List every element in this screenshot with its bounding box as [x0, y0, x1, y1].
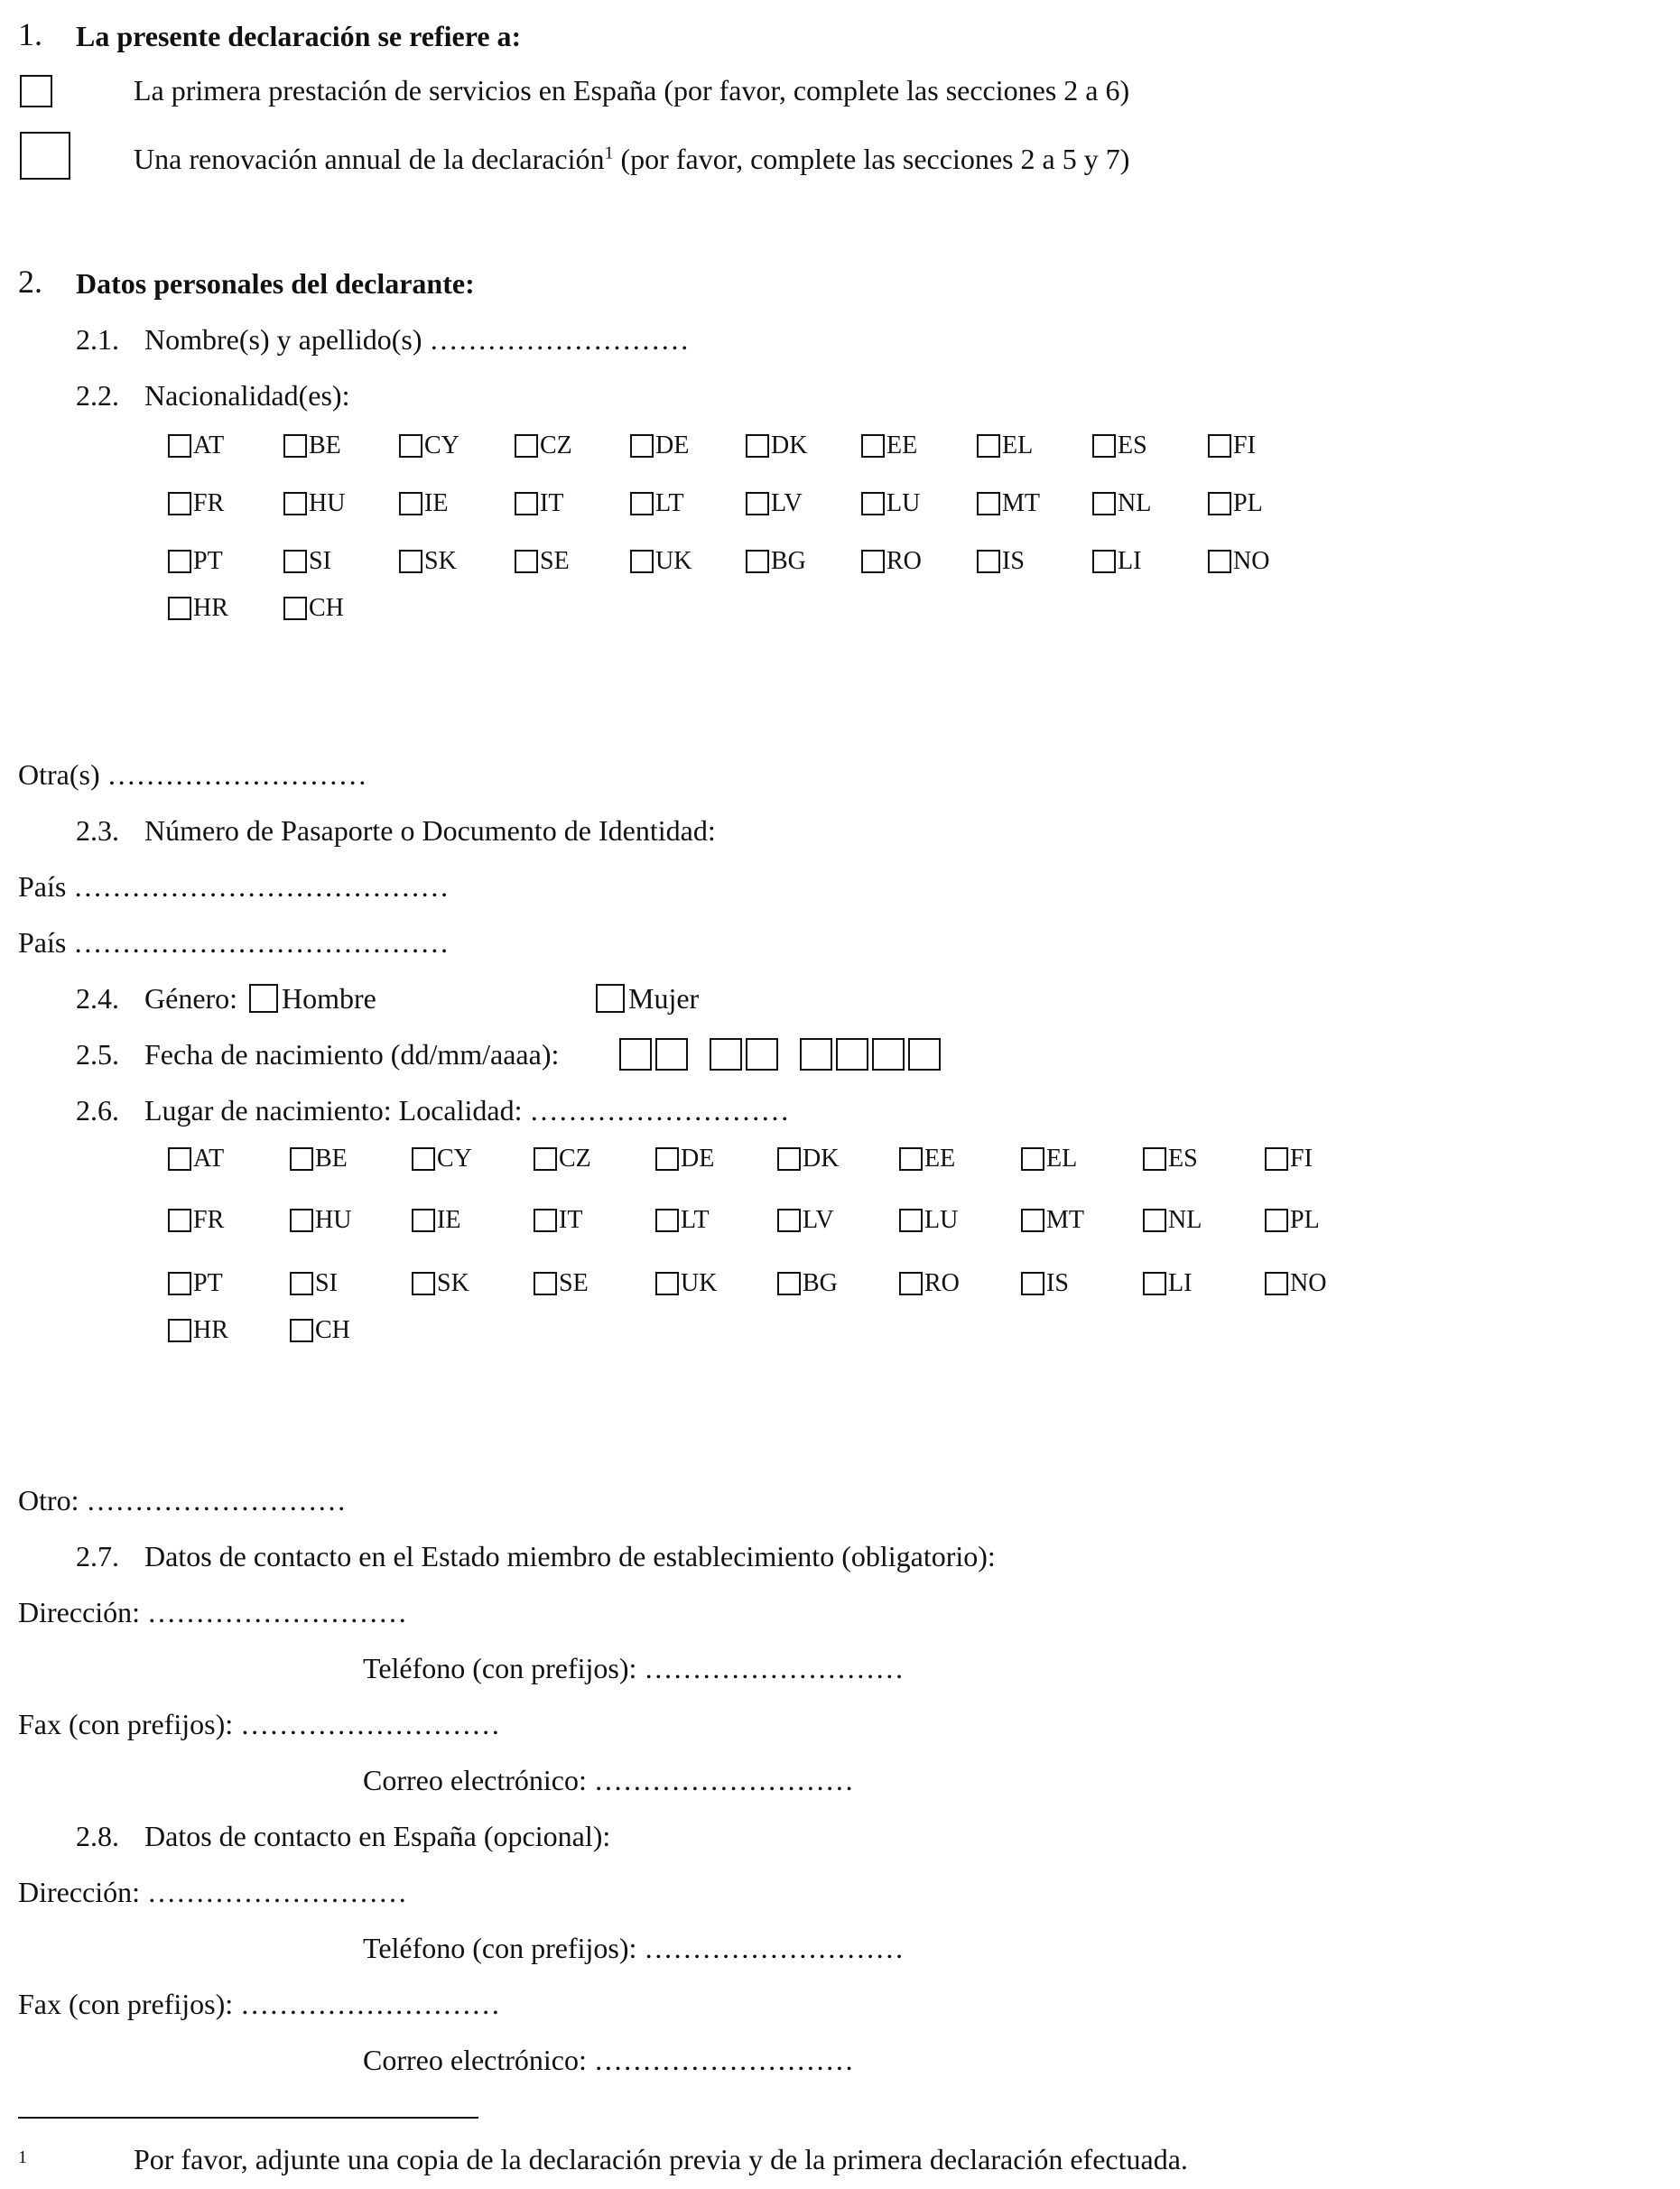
birth-country-label-ro: RO: [924, 1269, 960, 1297]
birth-country-label-lt: LT: [681, 1206, 710, 1234]
nationality-label-no: NO: [1233, 547, 1270, 575]
nationality-se[interactable]: [515, 547, 570, 576]
birth-country-label-si: SI: [315, 1269, 338, 1297]
country-field-1[interactable]: País …………………………………: [18, 870, 450, 903]
nationality-uk[interactable]: [630, 547, 691, 576]
nationality-at[interactable]: [168, 431, 224, 460]
nationality-label-nl: NL: [1118, 489, 1152, 517]
nationality-is[interactable]: [977, 547, 1025, 576]
nationality-bg[interactable]: [746, 547, 806, 576]
birth-country-label-no: NO: [1290, 1269, 1327, 1297]
contact-spain-label: Datos de contacto en España (opcional):: [144, 1820, 611, 1852]
renewal-label: [134, 141, 1129, 177]
nationality-pl[interactable]: [1208, 489, 1263, 518]
nationality-box-lt[interactable]: [630, 492, 654, 515]
birth-country-ee[interactable]: [899, 1145, 955, 1173]
nationality-label-sk: SK: [424, 547, 457, 575]
nationality-label-de: DE: [655, 431, 690, 459]
section-2-heading: Datos personales del declarante:: [76, 267, 475, 300]
nationality-label-lt: LT: [655, 489, 684, 517]
birth-country-mt[interactable]: [1021, 1206, 1084, 1235]
nationality-dk[interactable]: [746, 431, 807, 460]
birth-country-box-ee[interactable]: [899, 1147, 923, 1171]
birth-country-ro[interactable]: [899, 1269, 960, 1298]
nationality-el[interactable]: [977, 431, 1033, 460]
birth-country-label-uk: UK: [681, 1269, 718, 1297]
nationality-nl[interactable]: [1092, 489, 1151, 518]
birth-country-fr[interactable]: [168, 1206, 224, 1235]
nationality-hr[interactable]: [168, 594, 228, 623]
footnote-separator: [18, 2117, 478, 2119]
birth-country-label-pt: PT: [193, 1269, 223, 1297]
nationality-label-si: SI: [309, 547, 331, 575]
nationality-box-si[interactable]: [283, 550, 307, 573]
nationality-label-pt: PT: [193, 547, 223, 575]
birth-country-be[interactable]: [290, 1145, 348, 1173]
birth-country-box-it[interactable]: [534, 1209, 557, 1232]
birth-country-box-lt[interactable]: [655, 1209, 679, 1232]
section-2-number: 2.: [18, 264, 42, 300]
nationality-label-be: BE: [309, 431, 341, 459]
birth-country-label-cy: CY: [437, 1145, 472, 1173]
nationality-label-at: AT: [193, 431, 225, 459]
birth-country-label-fi: FI: [1290, 1145, 1313, 1173]
birth-country-label-is: IS: [1046, 1269, 1069, 1297]
birth-country-box-hu[interactable]: [290, 1209, 313, 1232]
birth-country-label-ch: CH: [315, 1316, 350, 1344]
nationality-box-hu[interactable]: [283, 492, 307, 515]
gender-label: Género:: [144, 982, 238, 1015]
birthdate-label: Fecha de nacimiento (dd/mm/aaaa):: [144, 1038, 560, 1071]
nationality-box-cz[interactable]: [515, 434, 538, 458]
spain-address-field[interactable]: Dirección: ………………………: [18, 1876, 408, 1908]
gender-female-checkbox[interactable]: [596, 984, 625, 1013]
birth-country-box-lv[interactable]: [777, 1209, 801, 1232]
other-nationality-field[interactable]: Otra(s) ………………………: [18, 758, 367, 791]
gender-male-checkbox[interactable]: [249, 984, 278, 1013]
nationality-box-lv[interactable]: [746, 492, 769, 515]
birth-country-box-nl[interactable]: [1143, 1209, 1166, 1232]
nationality-box-li[interactable]: [1092, 550, 1116, 573]
country-field-2[interactable]: País …………………………………: [18, 926, 450, 959]
birth-country-box-lu[interactable]: [899, 1209, 923, 1232]
nationality-si[interactable]: [283, 547, 331, 576]
gender-male-label: Hombre: [282, 982, 376, 1015]
birth-country-label-sk: SK: [437, 1269, 469, 1297]
birth-country-label-lu: LU: [924, 1206, 959, 1234]
nationality-cz[interactable]: [515, 431, 572, 460]
birthplace-field[interactable]: Lugar de nacimiento: Localidad: ………………………: [144, 1094, 790, 1127]
birth-country-label-de: DE: [681, 1145, 715, 1173]
renewal-label-rest: (por favor, complete las secciones 2 a 5 y 7): [613, 143, 1130, 175]
birth-country-cz[interactable]: [534, 1145, 591, 1173]
footnote-reference: 1: [604, 143, 614, 163]
nationality-label-lu: LU: [886, 489, 921, 517]
birth-country-box-cy[interactable]: [412, 1147, 435, 1171]
birth-country-box-mt[interactable]: [1021, 1209, 1044, 1232]
birth-country-pl[interactable]: [1265, 1206, 1320, 1235]
birth-country-box-ch[interactable]: [290, 1319, 313, 1342]
nationality-ro[interactable]: [861, 547, 922, 576]
birth-country-at[interactable]: [168, 1145, 224, 1173]
nationality-label-uk: UK: [655, 547, 692, 575]
birth-country-box-sk[interactable]: [412, 1272, 435, 1295]
nationality-box-lu[interactable]: [861, 492, 885, 515]
nationality-label-li: LI: [1118, 547, 1142, 575]
nationality-box-nl[interactable]: [1092, 492, 1116, 515]
birth-country-box-at[interactable]: [168, 1147, 191, 1171]
s22-number: 2.2.: [76, 379, 119, 412]
home-email-field[interactable]: Correo electrónico: ………………………: [363, 1764, 854, 1796]
birth-country-hr[interactable]: [168, 1316, 228, 1345]
s26-number: 2.6.: [76, 1094, 119, 1127]
home-phone-field[interactable]: Teléfono (con prefijos): ………………………: [363, 1652, 905, 1684]
section-1-number: 1.: [18, 16, 42, 52]
birth-country-fi[interactable]: [1265, 1145, 1313, 1173]
birth-country-box-hr[interactable]: [168, 1319, 191, 1342]
birth-country-box-se[interactable]: [534, 1272, 557, 1295]
nationality-label-lv: LV: [771, 489, 803, 517]
birth-country-box-pl[interactable]: [1265, 1209, 1288, 1232]
birth-country-box-be[interactable]: [290, 1147, 313, 1171]
s23-number: 2.3.: [76, 814, 119, 847]
spain-fax-field[interactable]: Fax (con prefijos): ………………………: [18, 1988, 501, 2020]
birth-country-label-pl: PL: [1290, 1206, 1320, 1234]
birth-country-box-fr[interactable]: [168, 1209, 191, 1232]
nationality-label-ee: EE: [886, 431, 918, 459]
nationality-no[interactable]: [1208, 547, 1269, 576]
birthdate-month-digit-2[interactable]: [746, 1038, 778, 1071]
birth-country-box-li[interactable]: [1143, 1272, 1166, 1295]
gender-female-label: Mujer: [628, 982, 700, 1015]
birth-country-el[interactable]: [1021, 1145, 1077, 1173]
s28-number: 2.8.: [76, 1820, 119, 1852]
nationality-hu[interactable]: [283, 489, 345, 518]
birth-country-uk[interactable]: [655, 1269, 717, 1298]
birth-country-box-ro[interactable]: [899, 1272, 923, 1295]
birth-country-se[interactable]: [534, 1269, 589, 1298]
nationality-box-ch[interactable]: [283, 597, 307, 620]
footnote-mark: 1: [18, 2147, 27, 2167]
nationality-box-at[interactable]: [168, 434, 191, 458]
birth-country-box-is[interactable]: [1021, 1272, 1044, 1295]
nationality-box-bg[interactable]: [746, 550, 769, 573]
birthdate-year-digit-4[interactable]: [908, 1038, 941, 1071]
birth-country-nl[interactable]: [1143, 1206, 1202, 1235]
footnote-text: Por favor, adjunte una copia de la declaración previa y de la primera declaración efectuada.: [134, 2143, 1188, 2175]
nationality-box-is[interactable]: [977, 550, 1000, 573]
birth-country-no[interactable]: [1265, 1269, 1326, 1298]
birth-country-label-bg: BG: [803, 1269, 838, 1297]
birth-country-li[interactable]: [1143, 1269, 1192, 1298]
nationality-label-dk: DK: [771, 431, 808, 459]
nationality-box-de[interactable]: [630, 434, 654, 458]
nationality-mt[interactable]: [977, 489, 1040, 518]
s24-number: 2.4.: [76, 982, 119, 1015]
birth-country-label-li: LI: [1168, 1269, 1193, 1297]
birth-country-label-cz: CZ: [559, 1145, 591, 1173]
nationality-label-hr: HR: [193, 594, 228, 622]
nationality-box-pt[interactable]: [168, 550, 191, 573]
nationality-label-cy: CY: [424, 431, 459, 459]
nationality-fi[interactable]: [1208, 431, 1256, 460]
nationality-box-it[interactable]: [515, 492, 538, 515]
birth-country-bg[interactable]: [777, 1269, 838, 1298]
birth-country-box-ie[interactable]: [412, 1209, 435, 1232]
nationality-label: Nacionalidad(es):: [144, 379, 350, 412]
nationality-box-pl[interactable]: [1208, 492, 1231, 515]
nationality-pt[interactable]: [168, 547, 223, 576]
first-service-label: La primera prestación de servicios en España (por favor, complete las secciones 2 a 6): [134, 74, 1130, 107]
nationality-it[interactable]: [515, 489, 563, 518]
birthdate-month-digit-1[interactable]: [710, 1038, 742, 1071]
nationality-box-cy[interactable]: [399, 434, 422, 458]
nationality-fr[interactable]: [168, 489, 224, 518]
nationality-box-el[interactable]: [977, 434, 1000, 458]
nationality-label-hu: HU: [309, 489, 346, 517]
birth-country-label-hr: HR: [193, 1316, 228, 1344]
birth-country-si[interactable]: [290, 1269, 338, 1298]
birth-country-hu[interactable]: [290, 1206, 351, 1235]
birth-country-box-si[interactable]: [290, 1272, 313, 1295]
birth-country-label-ee: EE: [924, 1145, 956, 1173]
birth-country-box-cz[interactable]: [534, 1147, 557, 1171]
nationality-label-es: ES: [1118, 431, 1147, 459]
nationality-box-dk[interactable]: [746, 434, 769, 458]
birth-country-pt[interactable]: [168, 1269, 223, 1298]
birth-country-dk[interactable]: [777, 1145, 839, 1173]
birth-country-label-nl: NL: [1168, 1206, 1202, 1234]
renewal-label-main: Una renovación annual de la declaración: [134, 143, 605, 175]
nationality-ch[interactable]: [283, 594, 344, 623]
nationality-box-es[interactable]: [1092, 434, 1116, 458]
nationality-label-pl: PL: [1233, 489, 1263, 517]
nationality-label-is: IS: [1002, 547, 1025, 575]
birth-country-box-uk[interactable]: [655, 1272, 679, 1295]
birth-country-label-ie: IE: [437, 1206, 461, 1234]
nationality-box-ie[interactable]: [399, 492, 422, 515]
birth-country-label-it: IT: [559, 1206, 583, 1234]
other-birth-country-field[interactable]: Otro: ………………………: [18, 1484, 347, 1517]
birth-country-label-be: BE: [315, 1145, 348, 1173]
birth-country-box-fi[interactable]: [1265, 1147, 1288, 1171]
birthdate-day-digit-1[interactable]: [619, 1038, 652, 1071]
birth-country-label-es: ES: [1168, 1145, 1198, 1173]
birth-country-is[interactable]: [1021, 1269, 1069, 1298]
nationality-label-se: SE: [540, 547, 570, 575]
nationality-box-se[interactable]: [515, 550, 538, 573]
nationality-box-no[interactable]: [1208, 550, 1231, 573]
nationality-lt[interactable]: [630, 489, 684, 518]
birth-country-box-el[interactable]: [1021, 1147, 1044, 1171]
contact-home-state-label: Datos de contacto en el Estado miembro de establecimiento (obligatorio):: [144, 1540, 996, 1572]
s25-number: 2.5.: [76, 1038, 119, 1071]
spain-email-field[interactable]: Correo electrónico: ………………………: [363, 2044, 854, 2076]
birth-country-it[interactable]: [534, 1206, 582, 1235]
nationality-label-cz: CZ: [540, 431, 572, 459]
nationality-label-bg: BG: [771, 547, 806, 575]
birth-country-box-dk[interactable]: [777, 1147, 801, 1171]
birth-country-box-bg[interactable]: [777, 1272, 801, 1295]
birth-country-ie[interactable]: [412, 1206, 460, 1235]
birth-country-es[interactable]: [1143, 1145, 1198, 1173]
nationality-es[interactable]: [1092, 431, 1147, 460]
birth-country-box-es[interactable]: [1143, 1147, 1166, 1171]
nationality-label-mt: MT: [1002, 489, 1040, 517]
nationality-label-it: IT: [540, 489, 564, 517]
birth-country-label-mt: MT: [1046, 1206, 1084, 1234]
nationality-box-ee[interactable]: [861, 434, 885, 458]
nationality-label-fi: FI: [1233, 431, 1256, 459]
birth-country-lu[interactable]: [899, 1206, 958, 1235]
first-service-checkbox[interactable]: [20, 75, 52, 107]
nationality-de[interactable]: [630, 431, 689, 460]
nationality-li[interactable]: [1092, 547, 1141, 576]
birth-country-de[interactable]: [655, 1145, 714, 1173]
birth-country-ch[interactable]: [290, 1316, 350, 1345]
renewal-checkbox[interactable]: [20, 132, 70, 180]
nationality-sk[interactable]: [399, 547, 457, 576]
birth-country-box-no[interactable]: [1265, 1272, 1288, 1295]
home-address-field[interactable]: Dirección: ………………………: [18, 1596, 408, 1628]
birth-country-sk[interactable]: [412, 1269, 469, 1298]
birth-country-lt[interactable]: [655, 1206, 710, 1235]
nationality-ie[interactable]: [399, 489, 448, 518]
nationality-box-mt[interactable]: [977, 492, 1000, 515]
birthdate-year-digit-1[interactable]: [800, 1038, 832, 1071]
nationality-box-fr[interactable]: [168, 492, 191, 515]
nationality-lv[interactable]: [746, 489, 803, 518]
nationality-label-el: EL: [1002, 431, 1034, 459]
nationality-label-ie: IE: [424, 489, 449, 517]
birthdate-day-digit-2[interactable]: [655, 1038, 688, 1071]
birth-country-label-lv: LV: [803, 1206, 834, 1234]
birthdate-year-digit-2[interactable]: [836, 1038, 868, 1071]
s27-number: 2.7.: [76, 1540, 119, 1572]
birth-country-label-fr: FR: [193, 1206, 225, 1234]
birth-country-label-se: SE: [559, 1269, 589, 1297]
spain-phone-field[interactable]: Teléfono (con prefijos): ………………………: [363, 1932, 905, 1964]
home-fax-field[interactable]: Fax (con prefijos): ………………………: [18, 1708, 501, 1740]
nationality-label-fr: FR: [193, 489, 225, 517]
nationality-box-hr[interactable]: [168, 597, 191, 620]
id-document-label: Número de Pasaporte o Documento de Identidad:: [144, 814, 716, 847]
nationality-box-be[interactable]: [283, 434, 307, 458]
birth-country-box-de[interactable]: [655, 1147, 679, 1171]
birth-country-cy[interactable]: [412, 1145, 472, 1173]
birth-country-label-el: EL: [1046, 1145, 1078, 1173]
nationality-label-ro: RO: [886, 547, 922, 575]
birth-country-box-pt[interactable]: [168, 1272, 191, 1295]
section-1-heading: La presente declaración se refiere a:: [76, 20, 522, 52]
nationality-box-uk[interactable]: [630, 550, 654, 573]
birthdate-year-digit-3[interactable]: [872, 1038, 905, 1071]
nationality-label-ch: CH: [309, 594, 344, 622]
nationality-box-fi[interactable]: [1208, 434, 1231, 458]
nationality-box-ro[interactable]: [861, 550, 885, 573]
birth-country-label-hu: HU: [315, 1206, 352, 1234]
nationality-be[interactable]: [283, 431, 341, 460]
s21-number: 2.1.: [76, 323, 119, 356]
nationality-ee[interactable]: [861, 431, 917, 460]
birth-country-label-at: AT: [193, 1145, 225, 1173]
nationality-box-sk[interactable]: [399, 550, 422, 573]
name-field[interactable]: Nombre(s) y apellido(s) ………………………: [144, 323, 690, 356]
birth-country-label-dk: DK: [803, 1145, 840, 1173]
nationality-lu[interactable]: [861, 489, 920, 518]
birth-country-lv[interactable]: [777, 1206, 834, 1235]
nationality-cy[interactable]: [399, 431, 459, 460]
